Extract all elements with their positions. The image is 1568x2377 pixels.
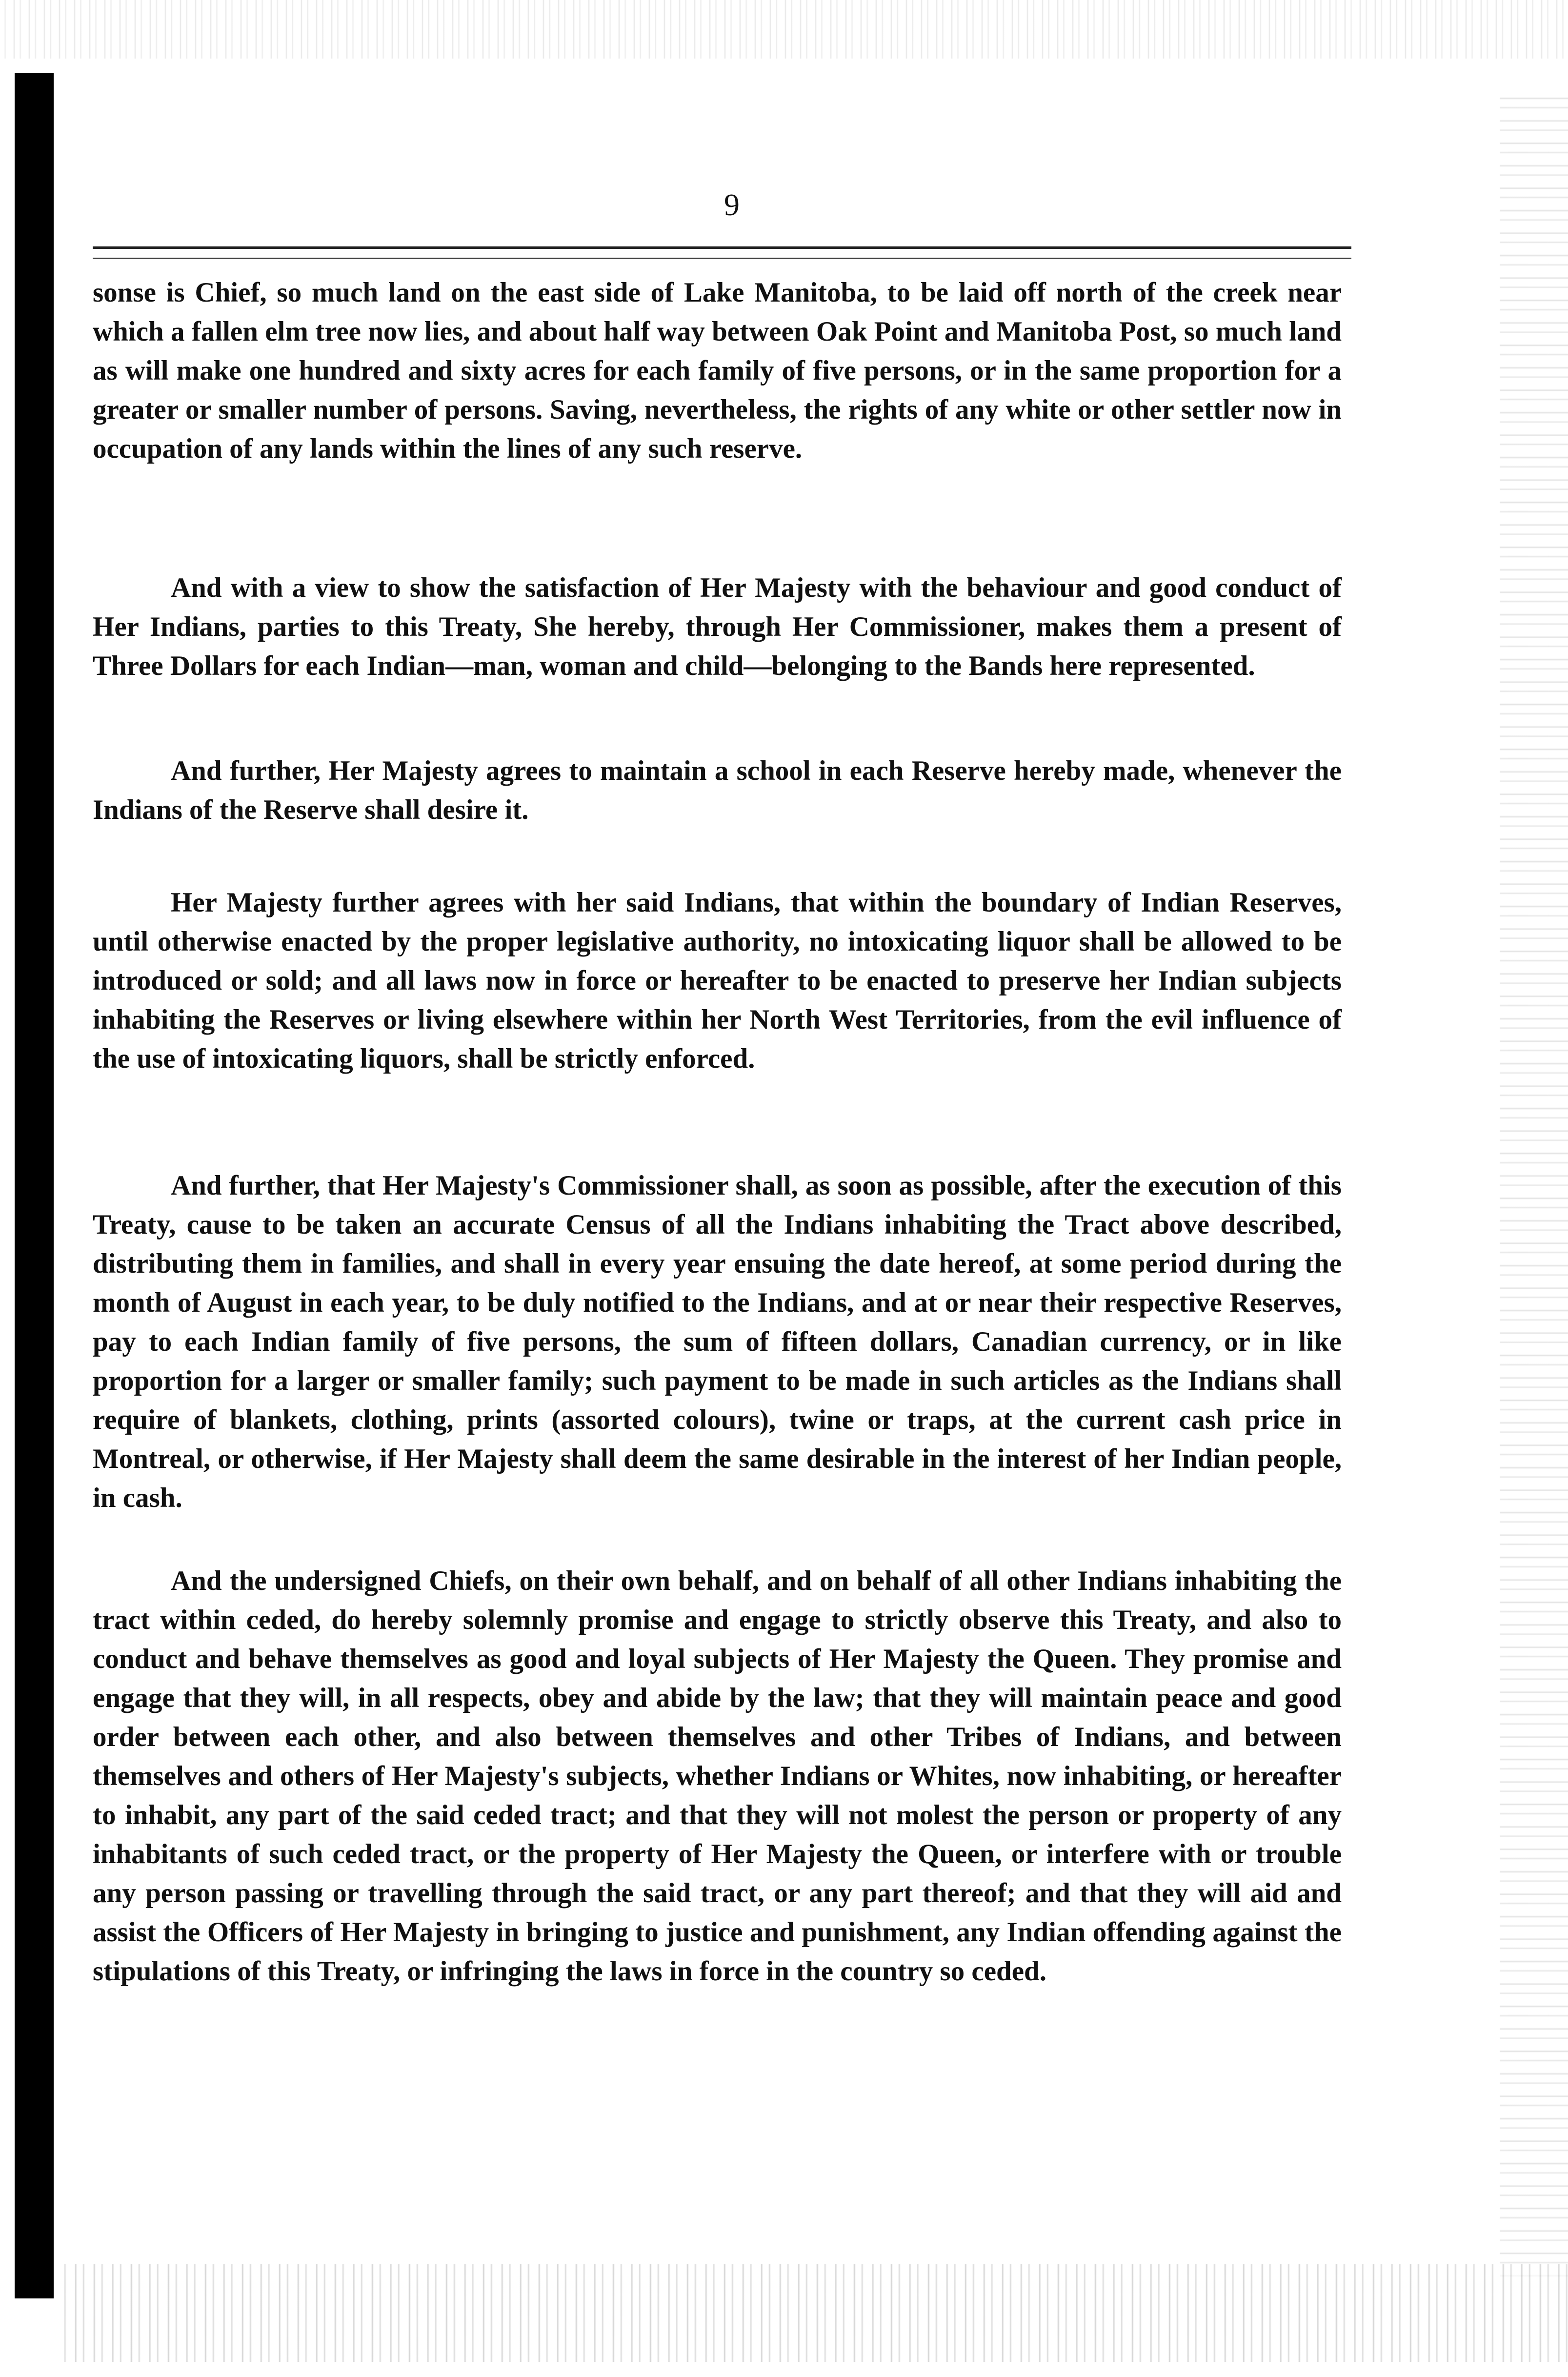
page-number: 9 bbox=[724, 187, 740, 222]
header-rule-thin bbox=[93, 258, 1351, 259]
paragraph-census-payment: And further, that Her Majesty's Commissioner shall, as soon as possible, after the execution of this Treaty, cause to be taken an accurate Census of all the Indians inhabiting the Tract above described, distributing them in families, and shall in every year ensuing the date hereof, at some period during the month of August in each year, to be duly notified to the Indians, and at or near their respective Reserves, pay to each Indian family of five persons, the sum of fifteen dollars, Canadian currency, or in like proportion for a larger or smaller family; such payment to be made in such articles as the Indians shall require of blankets, clothing, prints (assorted colours), twine or traps, at the current cash price in Montreal, or otherwise, if Her Majesty shall deem the same desirable in the interest of her Indian people, in cash. bbox=[93, 1170, 1342, 1513]
scan-noise-top bbox=[0, 0, 1568, 59]
binding-edge bbox=[15, 73, 54, 2298]
scan-noise-right bbox=[1500, 88, 1568, 2284]
scan-noise-bottom bbox=[59, 2264, 1568, 2362]
paragraph-school: And further, Her Majesty agrees to maintain a school in each Reserve hereby made, whenever the Indians of the Reserve shall desire it. bbox=[93, 755, 1342, 825]
header-rule bbox=[93, 246, 1351, 249]
paragraph-present: And with a view to show the satisfaction of Her Majesty with the behaviour and good conduct of Her Indians, parties to this Treaty, She hereby, through Her Commissioner, makes them a present of Three Dollars for each Indian—man, woman and child—belonging to the Bands here represented. bbox=[93, 572, 1342, 681]
paragraph-reserve-land: sonse is Chief, so much land on the east side of Lake Manitoba, to be laid off north of the creek near which a fallen elm tree now lies, and about half way between Oak Point and Manitoba Post, so much land as will make one hundred and sixty acres for each family of five persons, or in the same proportion for a greater or smaller number of persons. Saving, nevertheless, the rights of any white or other settler now in occupation of any lands within the lines of any such reserve. bbox=[93, 277, 1342, 464]
paragraph-chiefs-promise: And the undersigned Chiefs, on their own behalf, and on behalf of all other Indians inhabiting the tract within ceded, do hereby solemnly promise and engage to strictly observe this Treaty, and also to conduct and behave themselves as good and loyal subjects of Her Majesty the Queen. They promise and engage that they will, in all respects, obey and abide by the law; that they will maintain peace and good order between each other, and also between themselves and other Tribes of Indians, and between themselves and others of Her Majesty's subjects, whether Indians or Whites, now inhabiting, or hereafter to inhabit, any part of the said ceded tract; and that they will not molest the person or property of any inhabitants of such ceded tract, or the property of Her Majesty the Queen, or interfere with or trouble any person passing or travelling through the said tract, or any part thereof; and that they will aid and assist the Officers of Her Majesty in bringing to justice and punishment, any Indian offending against the stipulations of this Treaty, or infringing the laws in force in the country so ceded. bbox=[93, 1565, 1342, 1987]
paragraph-liquor: Her Majesty further agrees with her said Indians, that within the boundary of Indian Reserves, until otherwise enacted by the proper legislative authority, no intoxicating liquor shall be allowed to be introduced or sold; and all laws now in force or hereafter to be enacted to preserve her Indian subjects inhabiting the Reserves or living elsewhere within her North West Territories, from the evil influence of the use of intoxicating liquors, shall be strictly enforced. bbox=[93, 887, 1342, 1074]
